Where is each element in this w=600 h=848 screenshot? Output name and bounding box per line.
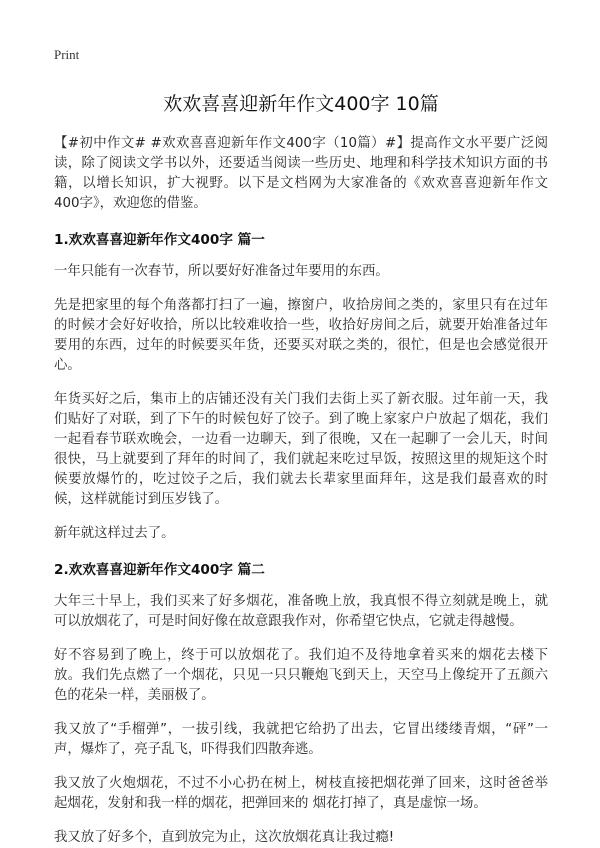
section-2-paragraph-4: 我又放了火炮烟花，不过不小心扔在树上，树枝直接把烟花弹了回来，这时爸爸举起烟花，发射和我一样的烟花，把弹回来的 烟花打掉了，真是虚惊一场。 xyxy=(54,776,548,811)
section-1-paragraph-3: 年货买好之后，集市上的店铺还没有关门我们去街上买了新衣服。过年前一天，我们贴好了对联，到了下午的时候包好了饺子。到了晚上家家户户放起了烟花，我们一起看春节联欢晚会，一边看一边聊天，到了很晚，又在一起聊了一会儿天，时间很快，马上就要到了拜年的时间了，我们就起来吃过早饭，按照这里的规矩这个时候要放爆竹的，吃过饺子之后，我们就去长辈家里面拜年，这是我们最喜欢的时候，这样就能讨到压岁钱了。 xyxy=(54,392,548,507)
section-heading-1: 1.欢欢喜喜迎新年作文400字 篇一 xyxy=(54,232,265,248)
section-1-paragraph-1: 一年只能有一次春节，所以要好好准备过年要用的东西。 xyxy=(54,264,389,279)
page-title: 欢欢喜喜迎新年作文400字 10篇 xyxy=(163,93,439,115)
section-heading-2: 2.欢欢喜喜迎新年作文400字 篇二 xyxy=(54,562,265,578)
section-2-paragraph-2: 好不容易到了晚上，终于可以放烟花了。我们迫不及待地拿着买来的烟花去楼下放。我们先点燃了一个烟花，只见一只只鞭炮飞到天上，天空马上像绽开了五颜六色的花朵一样，美丽极了。 xyxy=(54,648,548,703)
section-2-paragraph-5: 我又放了好多个，直到放完为止，这次放烟花真让我过瘾! xyxy=(54,830,395,845)
section-2-paragraph-1: 大年三十早上，我们买来了好多烟花，准备晚上放，我真恨不得立刻就是晚上，就可以放烟花了，可是时间好像在故意跟我作对，你希望它快点，它就走得越慢。 xyxy=(54,594,548,629)
section-1-paragraph-2: 先是把家里的每个角落都打扫了一遍，擦窗户，收拾房间之类的，家里只有在过年的时候才会好好收拾，所以比较难收拾一些，收拾好房间之后，就要开始准备过年要用的东西，过年的时候要买年货，还要买对联之类的，很忙，但是也会感觉很开心。 xyxy=(54,298,548,373)
print-link[interactable]: Print xyxy=(54,47,80,62)
intro-paragraph: 【#初中作文# #欢欢喜喜迎新年作文400字（10篇）#】提高作文水平要广泛阅读，除了阅读文学书以外，还要适当阅读一些历史、地理和科学技术知识方面的书籍，以增长知识，扩大视野。以下是文档网为大家准备的《欢欢喜喜迎新年作文400字》，欢迎您的借鉴。 xyxy=(54,136,548,211)
section-2-paragraph-3: 我又放了“手榴弹”，一拔引线，我就把它给扔了出去，它冒出缕缕青烟，“砰”一声，爆炸了，亮子乱飞，吓得我们四散奔逃。 xyxy=(54,722,548,757)
section-1-paragraph-4: 新年就这样过去了。 xyxy=(54,526,175,541)
